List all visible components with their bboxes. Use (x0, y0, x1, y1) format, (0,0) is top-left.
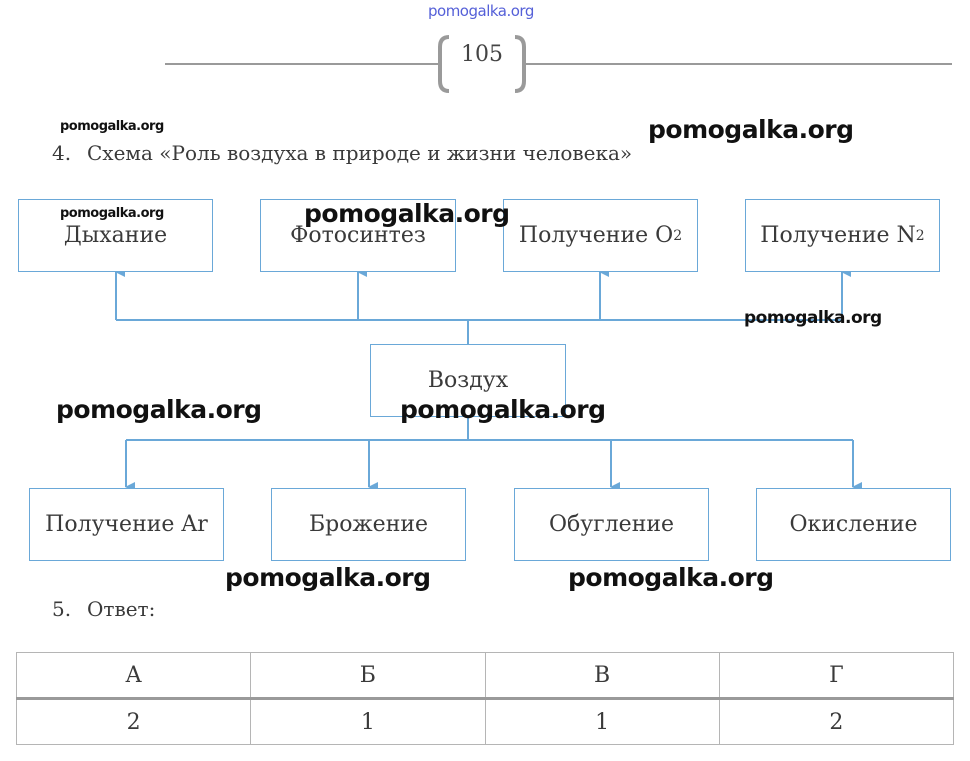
node-charring-label: Обугление (548, 512, 675, 537)
node-charring (514, 488, 709, 561)
answer-value-v: 1 (485, 699, 719, 745)
watermark-large-4: pomogalka.org (400, 395, 606, 424)
answer-col-v: В (485, 653, 719, 699)
node-fermentation-label: Брожение (308, 512, 429, 537)
node-nitrogen-label: Получение N (760, 223, 916, 248)
node-breathing-label: Дыхание (63, 223, 168, 248)
node-nitrogen-subscript: 2 (915, 227, 925, 244)
watermark-large-3: pomogalka.org (56, 395, 262, 424)
watermark-large-1: pomogalka.org (648, 115, 854, 144)
task4-title: Схема «Роль воздуха в природе и жизни человека» (87, 141, 633, 165)
answer-col-a: А (17, 653, 251, 699)
task5-number: 5. (52, 597, 72, 621)
answer-col-b: Б (251, 653, 485, 699)
node-nitrogen (745, 199, 940, 272)
answer-value-g: 2 (719, 699, 953, 745)
answer-col-g: Г (719, 653, 953, 699)
watermark-small-1: pomogalka.org (60, 119, 164, 134)
answer-table (16, 652, 954, 745)
watermark-medium-1: pomogalka.org (744, 308, 882, 328)
watermark-large-5: pomogalka.org (225, 563, 431, 592)
node-oxygen (503, 199, 698, 272)
answer-value-b: 1 (251, 699, 485, 745)
node-air-label: Воздух (427, 368, 509, 393)
node-oxygen-subscript: 2 (673, 227, 683, 244)
watermark-top[interactable]: pomogalka.org (428, 2, 534, 20)
node-fermentation (271, 488, 466, 561)
task5-title: Ответ: (87, 597, 156, 621)
node-oxidation (756, 488, 951, 561)
watermark-small-2: pomogalka.org (60, 206, 164, 221)
answer-table-header-row (17, 653, 954, 699)
node-argon (29, 488, 224, 561)
answer-value-a: 2 (17, 699, 251, 745)
watermark-large-2: pomogalka.org (304, 199, 510, 228)
node-argon-label: Получение Ar (45, 512, 208, 537)
node-oxygen-label: Получение O (518, 223, 674, 248)
task4-number: 4. (52, 141, 72, 165)
node-photosynthesis-label: Фотосинтез (290, 223, 426, 248)
answer-table-value-row (17, 699, 954, 745)
watermark-large-6: pomogalka.org (568, 563, 774, 592)
node-oxidation-label: Окисление (789, 512, 918, 537)
page-number: 105 (461, 42, 503, 67)
